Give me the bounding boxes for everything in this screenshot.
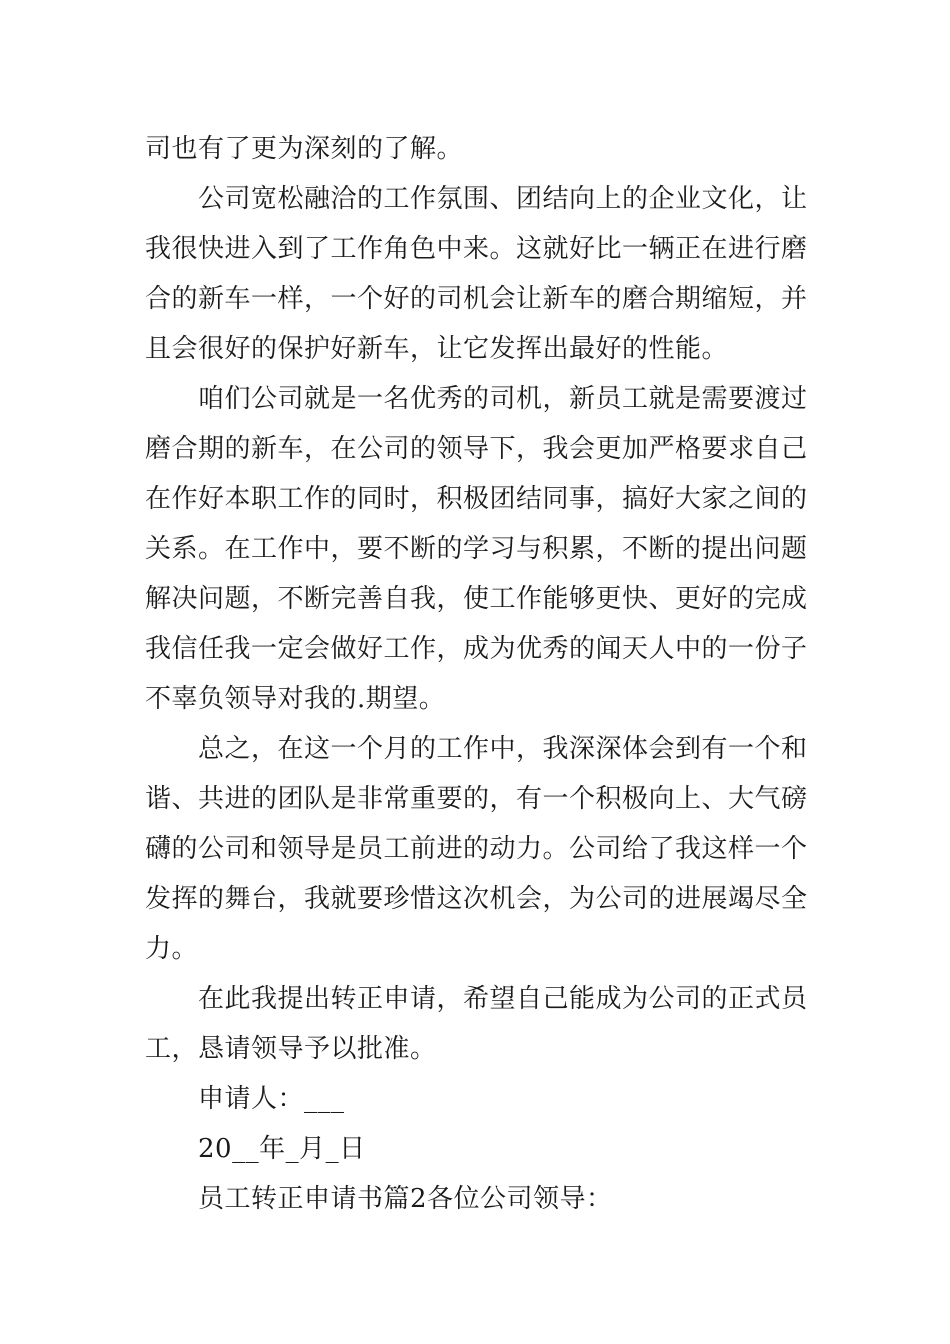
text-line: 谐、共进的团队是非常重要的，有一个积极向上、大气磅 [145,784,808,814]
text-line: 礴的公司和领导是员工前进的动力。公司给了我这样一个 [145,834,808,864]
text-line: 咱们公司就是一名优秀的司机，新员工就是需要渡过 [198,384,808,414]
text-line: 工，恳请领导予以批准。 [145,1034,437,1064]
text-line: 力。 [145,934,199,964]
text-line: 公司宽松融洽的工作氛围、团结向上的企业文化，让 [198,184,808,214]
text-line: 司也有了更为深刻的了解。 [145,134,464,164]
text-line: 关系。在工作中，要不断的学习与积累，不断的提出问题 [145,534,808,564]
text-line: 解决问题，不断完善自我，使工作能够更快、更好的完成 [145,584,808,614]
text-line: 申请人：___ [198,1084,345,1114]
text-line: 我信任我一定会做好工作，成为优秀的闻天人中的一份子 [145,634,808,664]
text-line: 我很快进入到了工作角色中来。这就好比一辆正在进行磨 [145,234,808,264]
text-line: 在此我提出转正申请，希望自己能成为公司的正式员 [198,984,808,1014]
text-line: 合的新车一样，一个好的司机会让新车的磨合期缩短，并 [145,284,808,314]
text-line: 员工转正申请书篇2各位公司领导： [198,1184,613,1214]
text-line: 发挥的舞台，我就要珍惜这次机会，为公司的进展竭尽全 [145,884,808,914]
text-line: 不辜负领导对我的.期望。 [145,684,446,714]
document-body [145,124,810,1224]
text-line: 且会很好的保护好新车，让它发挥出最好的性能。 [145,334,729,364]
text-line: 20__年_月_日 [198,1134,366,1164]
text-line: 磨合期的新车，在公司的领导下，我会更加严格要求自己 [145,434,808,464]
text-line: 在作好本职工作的同时，积极团结同事，搞好大家之间的 [145,484,808,514]
text-line: 总之，在这一个月的工作中，我深深体会到有一个和 [198,734,808,764]
